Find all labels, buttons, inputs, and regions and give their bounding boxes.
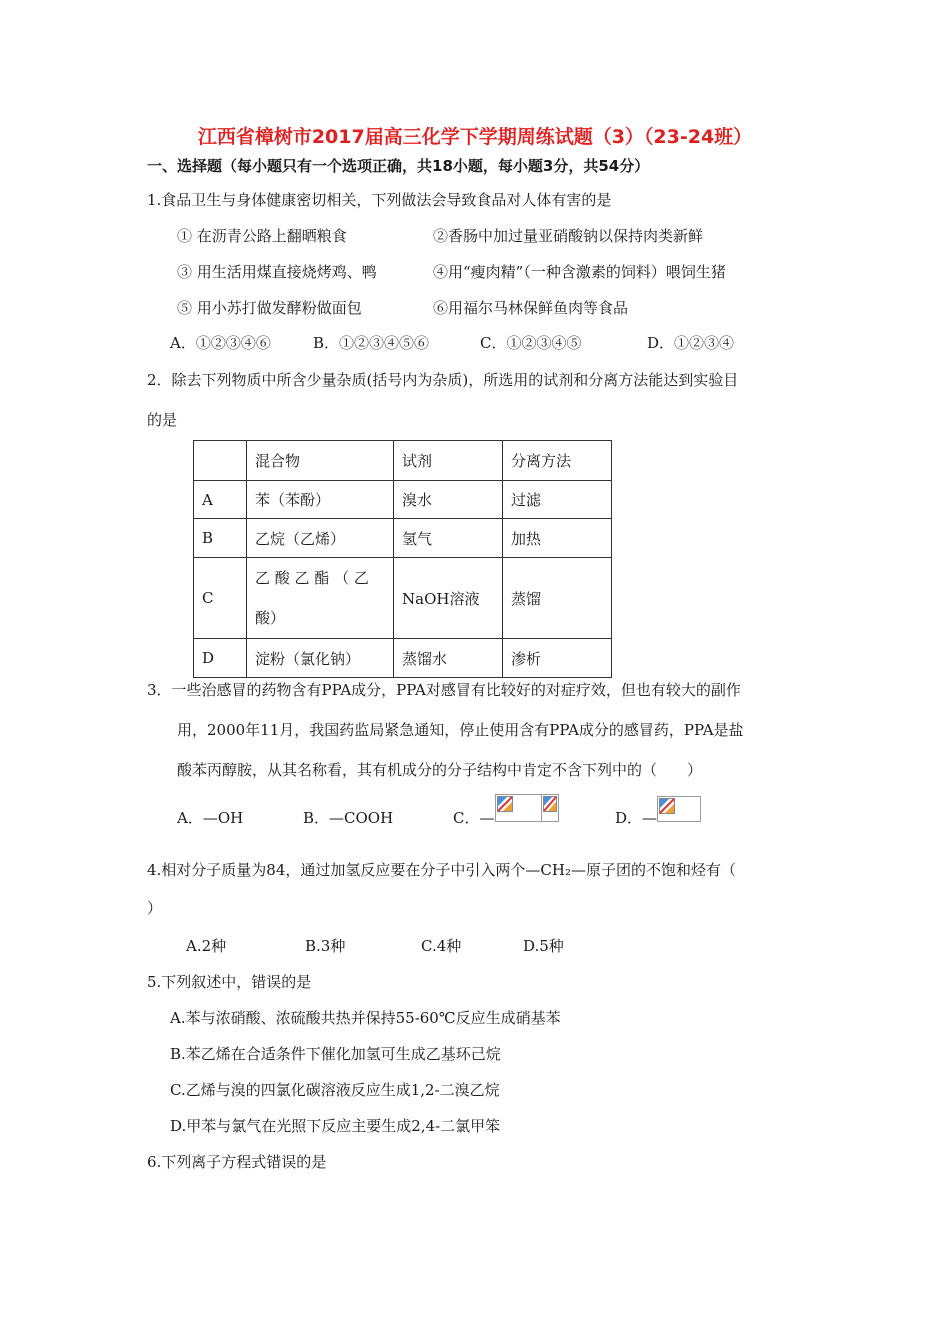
question-6-stem: 6.下列离子方程式错误的是: [147, 1153, 327, 1171]
table-cell: 加热: [503, 519, 612, 558]
table-row: [194, 481, 612, 519]
question-1-item: ⑤ 用小苏打做发酵粉做面包: [177, 299, 362, 317]
question-4-option: B.3种: [305, 937, 346, 955]
question-2-stem: 的是: [147, 411, 178, 429]
question-3-stem: 3．一些治感冒的药物含有PPA成分，PPA对感冒有比较好的对症疗效，但也有较大的副作: [147, 681, 741, 699]
table-cell: 渗析: [503, 639, 612, 678]
question-3-option: C．—: [453, 809, 495, 827]
broken-image-icon: [495, 794, 543, 822]
mixture-table: [193, 440, 612, 678]
table-cell: A: [194, 481, 247, 519]
question-5-option: C.乙烯与溴的四氯化碳溶液反应生成1,2-二溴乙烷: [170, 1081, 500, 1099]
table-cell: C: [194, 558, 247, 639]
table-cell: D: [194, 639, 247, 678]
table-header-row: [194, 441, 612, 481]
question-4-stem: ）: [147, 899, 163, 917]
question-5-option: A.苯与浓硝酸、浓硫酸共热并保持55-60℃反应生成硝基苯: [170, 1009, 561, 1027]
question-4-option: C.4种: [421, 937, 462, 955]
table-cell: 苯（苯酚）: [247, 481, 394, 519]
page-title: 江西省樟树市2017届高三化学下学期周练试题（3）（23-24班）: [197, 126, 753, 148]
question-1-item: ②香肠中加过量亚硝酸钠以保持肉类新鲜: [433, 227, 704, 245]
table-cell: 蒸馏: [503, 558, 612, 639]
question-1-option: C．①②③④⑤: [480, 334, 582, 352]
table-cell: 溴水: [394, 481, 503, 519]
table-row: [194, 639, 612, 678]
table-header-cell: [194, 441, 247, 481]
broken-image-icon: [541, 794, 559, 822]
question-1-stem: 1.食品卫生与身体健康密切相关，下列做法会导致食品对人体有害的是: [147, 191, 612, 209]
question-3-option: D．—: [615, 809, 658, 827]
table-cell: 乙烷（乙烯）: [247, 519, 394, 558]
table-cell: NaOH溶液: [394, 558, 503, 639]
question-3-stem: 酸苯丙醇胺，从其名称看，其有机成分的分子结构中肯定不含下列中的（ ）: [177, 761, 703, 779]
table-cell: 乙 酸 乙 酯 （ 乙 酸）: [247, 558, 394, 639]
question-1-item: ⑥用福尔马林保鲜鱼肉等食品: [433, 299, 629, 317]
table-cell: 淀粉（氯化钠）: [247, 639, 394, 678]
table-cell: 蒸馏水: [394, 639, 503, 678]
section-heading: 一、选择题（每小题只有一个选项正确，共18小题，每小题3分，共54分）: [147, 157, 650, 175]
table-cell: B: [194, 519, 247, 558]
table-header-cell: 混合物: [247, 441, 394, 481]
question-2-stem: 2．除去下列物质中所含少量杂质(括号内为杂质)，所选用的试剂和分离方法能达到实验目: [147, 371, 739, 389]
table-cell: 过滤: [503, 481, 612, 519]
question-5-option: B.苯乙烯在合适条件下催化加氢可生成乙基环己烷: [170, 1045, 501, 1063]
question-1-option: D．①②③④: [647, 334, 735, 352]
question-1-item: ① 在沥青公路上翻晒粮食: [177, 227, 347, 245]
question-1-item: ③ 用生活用煤直接烧烤鸡、鸭: [177, 263, 377, 281]
table-cell: 氢气: [394, 519, 503, 558]
question-3-stem: 用，2000年11月，我国药监局紧急通知，停止使用含有PPA成分的感冒药，PPA是盐: [177, 721, 744, 739]
question-3-option: B．—COOH: [303, 809, 394, 827]
question-5-option: D.甲苯与氯气在光照下反应主要生成2,4-二氯甲笨: [170, 1117, 501, 1135]
question-4-option: D.5种: [523, 937, 564, 955]
question-1-option: A．①②③④⑥: [170, 334, 271, 352]
question-5-stem: 5.下列叙述中，错误的是: [147, 973, 312, 991]
table-header-cell: 试剂: [394, 441, 503, 481]
question-3-option: A．—OH: [177, 809, 244, 827]
table-row: [194, 558, 612, 639]
broken-image-icon: [657, 796, 701, 822]
question-4-stem: 4.相对分子质量为84，通过加氢反应要在分子中引入两个—CH₂—原子团的不饱和烃有（: [147, 861, 736, 879]
question-1-item: ④用“瘦肉精”（一种含激素的饲料）喂饲生猪: [433, 263, 726, 281]
question-4-option: A.2种: [186, 937, 227, 955]
question-1-option: B．①②③④⑤⑥: [313, 334, 430, 352]
table-row: [194, 519, 612, 558]
table-header-cell: 分离方法: [503, 441, 612, 481]
